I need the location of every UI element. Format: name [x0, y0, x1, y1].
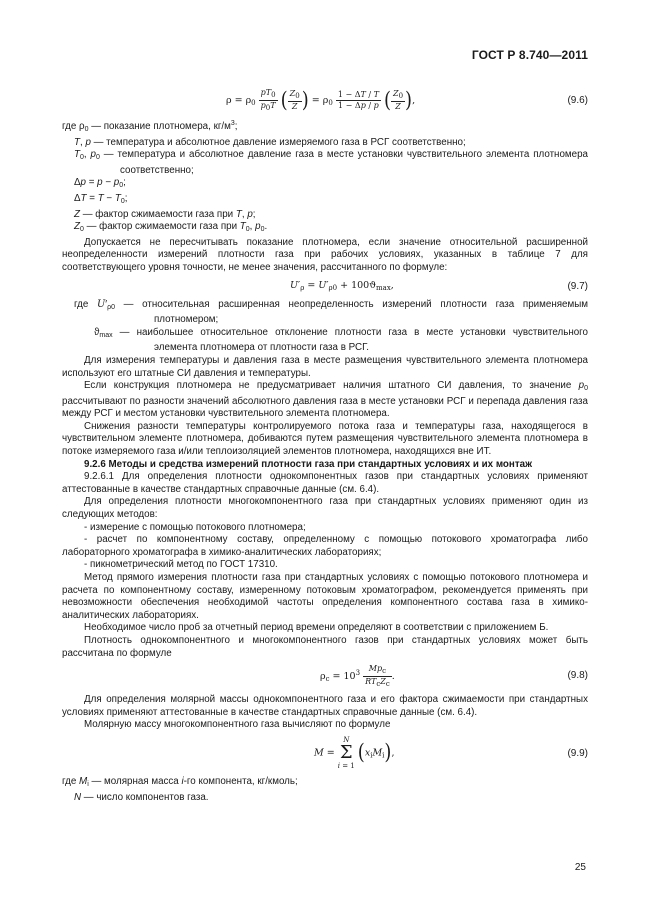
def-theta-max: $ϑ_{max}$ — наибольшее относительное отклонение плотности газа в месте установки чувствительного элемента плотномера от плотности газа в РСГ.	[94, 326, 588, 354]
formula-9-8-expression: $\rho_c = 10^3$ $\frac{\text{Mpc}}{\text{RTcZc}}$ .	[320, 664, 395, 689]
def-Z: Z — фактор сжимаемости газа при T, p;	[74, 208, 256, 220]
method-item-2: - расчет по компонентному составу, определенному с помощью потокового хроматографа либо лабораторного хроматографа в химико-аналитических лабораториях;	[62, 534, 588, 558]
page-number: 25	[574, 862, 586, 873]
def-Mi: где $M_i$ — молярная масса i-го компонента, кг/кмоль;	[62, 775, 298, 788]
document-body	[62, 84, 588, 804]
def-T-p: T, p — температура и абсолютное давление измеряемого газа в РСГ соответственно;	[74, 136, 466, 148]
formula-9-7	[62, 277, 588, 297]
paragraph-molar-mass-single: Для определения молярной массы однокомпонентного газа и его фактора сжимаемости при стандартных условиях применяют аттестованные в качестве стандартных справочные данные (см. 6.4).	[62, 694, 588, 718]
method-item-1: - измерение с помощью потокового плотномера;	[84, 521, 306, 533]
paragraph-methods-intro: Для определения плотности многокомпонентного газа при стандартных условиях применяют один из следующих методов:	[62, 496, 588, 521]
formula-9-6-expression: $\rho = \rho_0$ $\frac{pT0}{p0T}$ ( $\frac{Z0}{Z}$ ) = $\rho_0$ $\frac{1 - \Delta T / T}{1 - \Delta p / p}$ ( $\frac{Z0}{Z}$ ),	[226, 87, 416, 113]
def-dp: $\Delta p = p - p_0$;	[74, 177, 126, 190]
paragraph-temp-pressure: Для измерения температуры и давления газа в месте размещения чувствительного элемента плотномера используют его штатные СИ давления и температуры.	[62, 354, 588, 379]
paragraph-allow: Допускается не пересчитывать показание плотномера, если значение относительной расширенной неопределенности измерений плотности газа при рабочих условиях, указанных в таблице 7 для соответствующего уровня точности, не менее значения, рассчитанного по формуле:	[62, 236, 588, 273]
paragraph-density-formula-intro: Плотность однокомпонентного и многокомпонентного газов при стандартных условиях может быть рассчитана по формуле	[62, 634, 588, 659]
paragraph-9-2-6-1: 9.2.6.1 Для определения плотности однокомпонентных газов при стандартных условиях применяют аттестованные в качестве стандартных справочные данные (см. 6.4).	[62, 471, 588, 495]
def-T0-p0: $T_0$, $p_0$ — температура и абсолютное давление газа в месте установки чувствительного элемента плотномера соответственно;	[74, 149, 588, 176]
paragraph-direct-method: Метод прямого измерения плотности газа при стандартных условиях с помощью потокового плотномера и расчета по компонентному составу, измеренному потоковым хроматографом, рекомендуется применять при невозможности обеспечения необходимой частоты определения компонентного состава газа в химико-аналитических лабораториях.	[62, 572, 588, 621]
section-heading-9-2-6: 9.2.6 Методы и средства измерений плотности газа при стандартных условиях и их монтаж	[84, 458, 533, 470]
formula-9-7-number: (9.7)	[567, 280, 588, 292]
paragraph-no-pressure-si: Если конструкция плотномера не предусматривает наличия штатного СИ давления, то значение $p_0$ рассчитывают по разности значений абсолютного давления газа в месте установки РСГ и перепада давления газа между РСГ и местом установки чувствительного элемента плотномера.	[62, 380, 588, 420]
def-dT: $\Delta T = T - T_0$;	[74, 192, 128, 205]
formula-9-9-expression: M = N Σ i = 1 $(x_iM_i)$,	[314, 735, 395, 770]
def-Z0: $Z_0$ — фактор сжимаемости газа при $T_0$, $p_0$.	[74, 221, 268, 234]
paragraph-molar-mass-multi: Молярную массу многокомпонентного газа вычисляют по формуле	[84, 719, 391, 731]
formula-9-9	[62, 734, 588, 774]
formula-9-6	[62, 86, 588, 116]
formula-9-8-number: (9.8)	[567, 670, 588, 682]
def-N: N — число компонентов газа.	[74, 791, 209, 803]
paragraph-temp-reduction: Снижения разности температуры контролируемого потока газа и температуры газа, находящегося в чувствительном элементе плотномера, добиваются путем размещения чувствительного элемента плотномера в потоке измеряемого газа и/или теплоизоляцией элементов плотномера, находящихся вне ИТ.	[62, 420, 588, 458]
def-rho0: где $\rho_0$ — показание плотномера, $кг/м^3$;	[62, 120, 238, 133]
formula-9-9-number: (9.9)	[567, 747, 588, 759]
formula-9-6-number: (9.6)	[567, 95, 588, 106]
formula-9-8	[62, 662, 588, 692]
def-U-rho0: где $U'_{\rho 0}$ — относительная расширенная неопределенность измерений плотности газа применяемым плотномером;	[74, 298, 588, 326]
document-header: ГОСТ Р 8.740—2011	[471, 48, 588, 62]
formula-9-7-expression: $U'_\rho = U'_{\rho 0} + 100ϑ_{max}$,	[290, 279, 394, 292]
method-item-3: - пикнометрический метод по ГОСТ 17310.	[84, 559, 278, 571]
paragraph-sample-count: Необходимое число проб за отчетный период времени определяют в соответствии с приложением Б.	[84, 622, 549, 634]
